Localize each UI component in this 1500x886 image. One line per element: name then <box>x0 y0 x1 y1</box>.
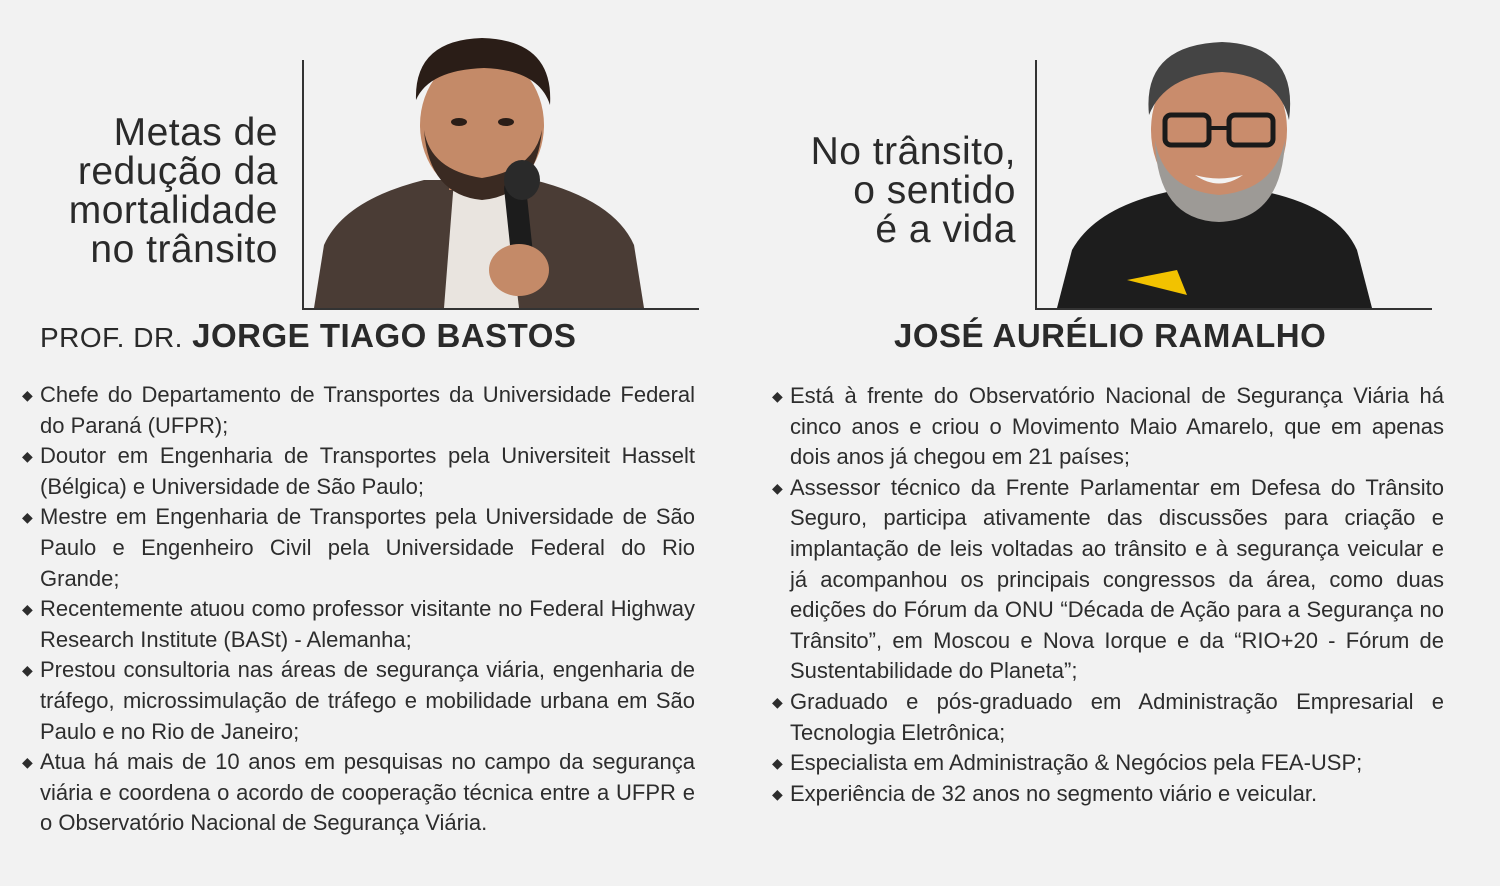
name-bold: JORGE TIAGO BASTOS <box>192 317 577 354</box>
list-item: ◆ Experiência de 32 anos no segmento viário e veicular. <box>772 779 1444 810</box>
diamond-bullet-icon: ◆ <box>772 693 783 710</box>
diamond-bullet-icon: ◆ <box>22 662 33 679</box>
list-item: ◆ Chefe do Departamento de Transportes da Universidade Federal do Paraná (UFPR); <box>22 382 695 438</box>
headline-line: No trânsito, <box>810 130 1016 173</box>
diamond-bullet-icon: ◆ <box>772 479 783 496</box>
bio-list <box>22 380 695 839</box>
article-headline <box>760 132 1016 249</box>
headline-line: o sentido <box>853 169 1016 212</box>
diamond-bullet-icon: ◆ <box>772 388 783 404</box>
list-item: ◆ Mestre em Engenharia de Transportes pela Universidade de São Paulo e Engenheiro Civil pela Universidade Federal do Rio Grande; <box>22 504 695 591</box>
diamond-bullet-icon: ◆ <box>22 754 33 771</box>
headline-line: no trânsito <box>90 228 278 271</box>
portrait-photo-jose <box>1037 30 1382 308</box>
diamond-bullet-icon: ◆ <box>22 601 33 618</box>
headline-line: mortalidade <box>68 189 278 232</box>
diamond-bullet-icon: ◆ <box>772 785 783 802</box>
list-item: ◆ Atua há mais de 10 anos em pesquisas no campo da segurança viária e coordena o acordo de cooperação técnica entre a UFPR e o Observatório Nacional de Segurança Viária. <box>22 749 695 836</box>
diamond-bullet-icon: ◆ <box>22 448 33 465</box>
name-title-prefix: PROF. DR. <box>40 322 183 353</box>
profile-jose-aurelio-ramalho <box>750 0 1500 886</box>
name-bold: JOSÉ AURÉLIO RAMALHO <box>894 317 1327 354</box>
bio-list <box>772 381 1444 809</box>
headline-line: Metas de <box>113 111 278 154</box>
diamond-bullet-icon: ◆ <box>22 387 33 403</box>
diamond-bullet-icon: ◆ <box>22 509 33 526</box>
headline-line: redução da <box>77 150 278 193</box>
list-item: ◆ Graduado e pós-graduado em Administração Empresarial e Tecnologia Eletrônica; <box>772 688 1444 745</box>
list-item: ◆ Doutor em Engenharia de Transportes pela Universiteit Hasselt (Bélgica) e Universidade de São Paulo; <box>22 443 695 499</box>
article-headline <box>20 113 278 269</box>
list-item: ◆ Assessor técnico da Frente Parlamentar em Defesa do Trânsito Seguro, participa ativamente das discussões para criação e implantação de leis voltadas ao trânsito e à segurança veicular e já acompanhou os principais congressos da área, como duas edições do Fórum da ONU “Década de Ação para a Segurança no Trânsito”, em Moscou e Nova Iorque e da “RIO+20 - Fórum de Sustentabilidade do Planeta”; <box>772 474 1444 684</box>
portrait-photo-jorge <box>304 30 649 308</box>
man-with-microphone-illustration <box>304 30 649 308</box>
speaker-name <box>40 316 576 358</box>
list-item: ◆ Recentemente atuou como professor visitante no Federal Highway Research Institute (BASt) - Alemanha; <box>22 596 695 652</box>
list-item: ◆ Está à frente do Observatório Nacional de Segurança Viária há cinco anos e criou o Movimento Maio Amarelo, que em apenas dois anos já chegou em 21 países; <box>772 383 1444 470</box>
list-item: ◆ Prestou consultoria nas áreas de segurança viária, engenharia de tráfego, microssimulação de tráfego e mobilidade urbana em São Paulo e no Rio de Janeiro; <box>22 657 695 744</box>
diamond-bullet-icon: ◆ <box>772 755 783 772</box>
headline-line: é a vida <box>875 208 1016 251</box>
man-with-glasses-illustration <box>1037 30 1382 308</box>
list-item: ◆ Especialista em Administração & Negócios pela FEA-USP; <box>772 748 1444 779</box>
speaker-name <box>894 316 1326 356</box>
